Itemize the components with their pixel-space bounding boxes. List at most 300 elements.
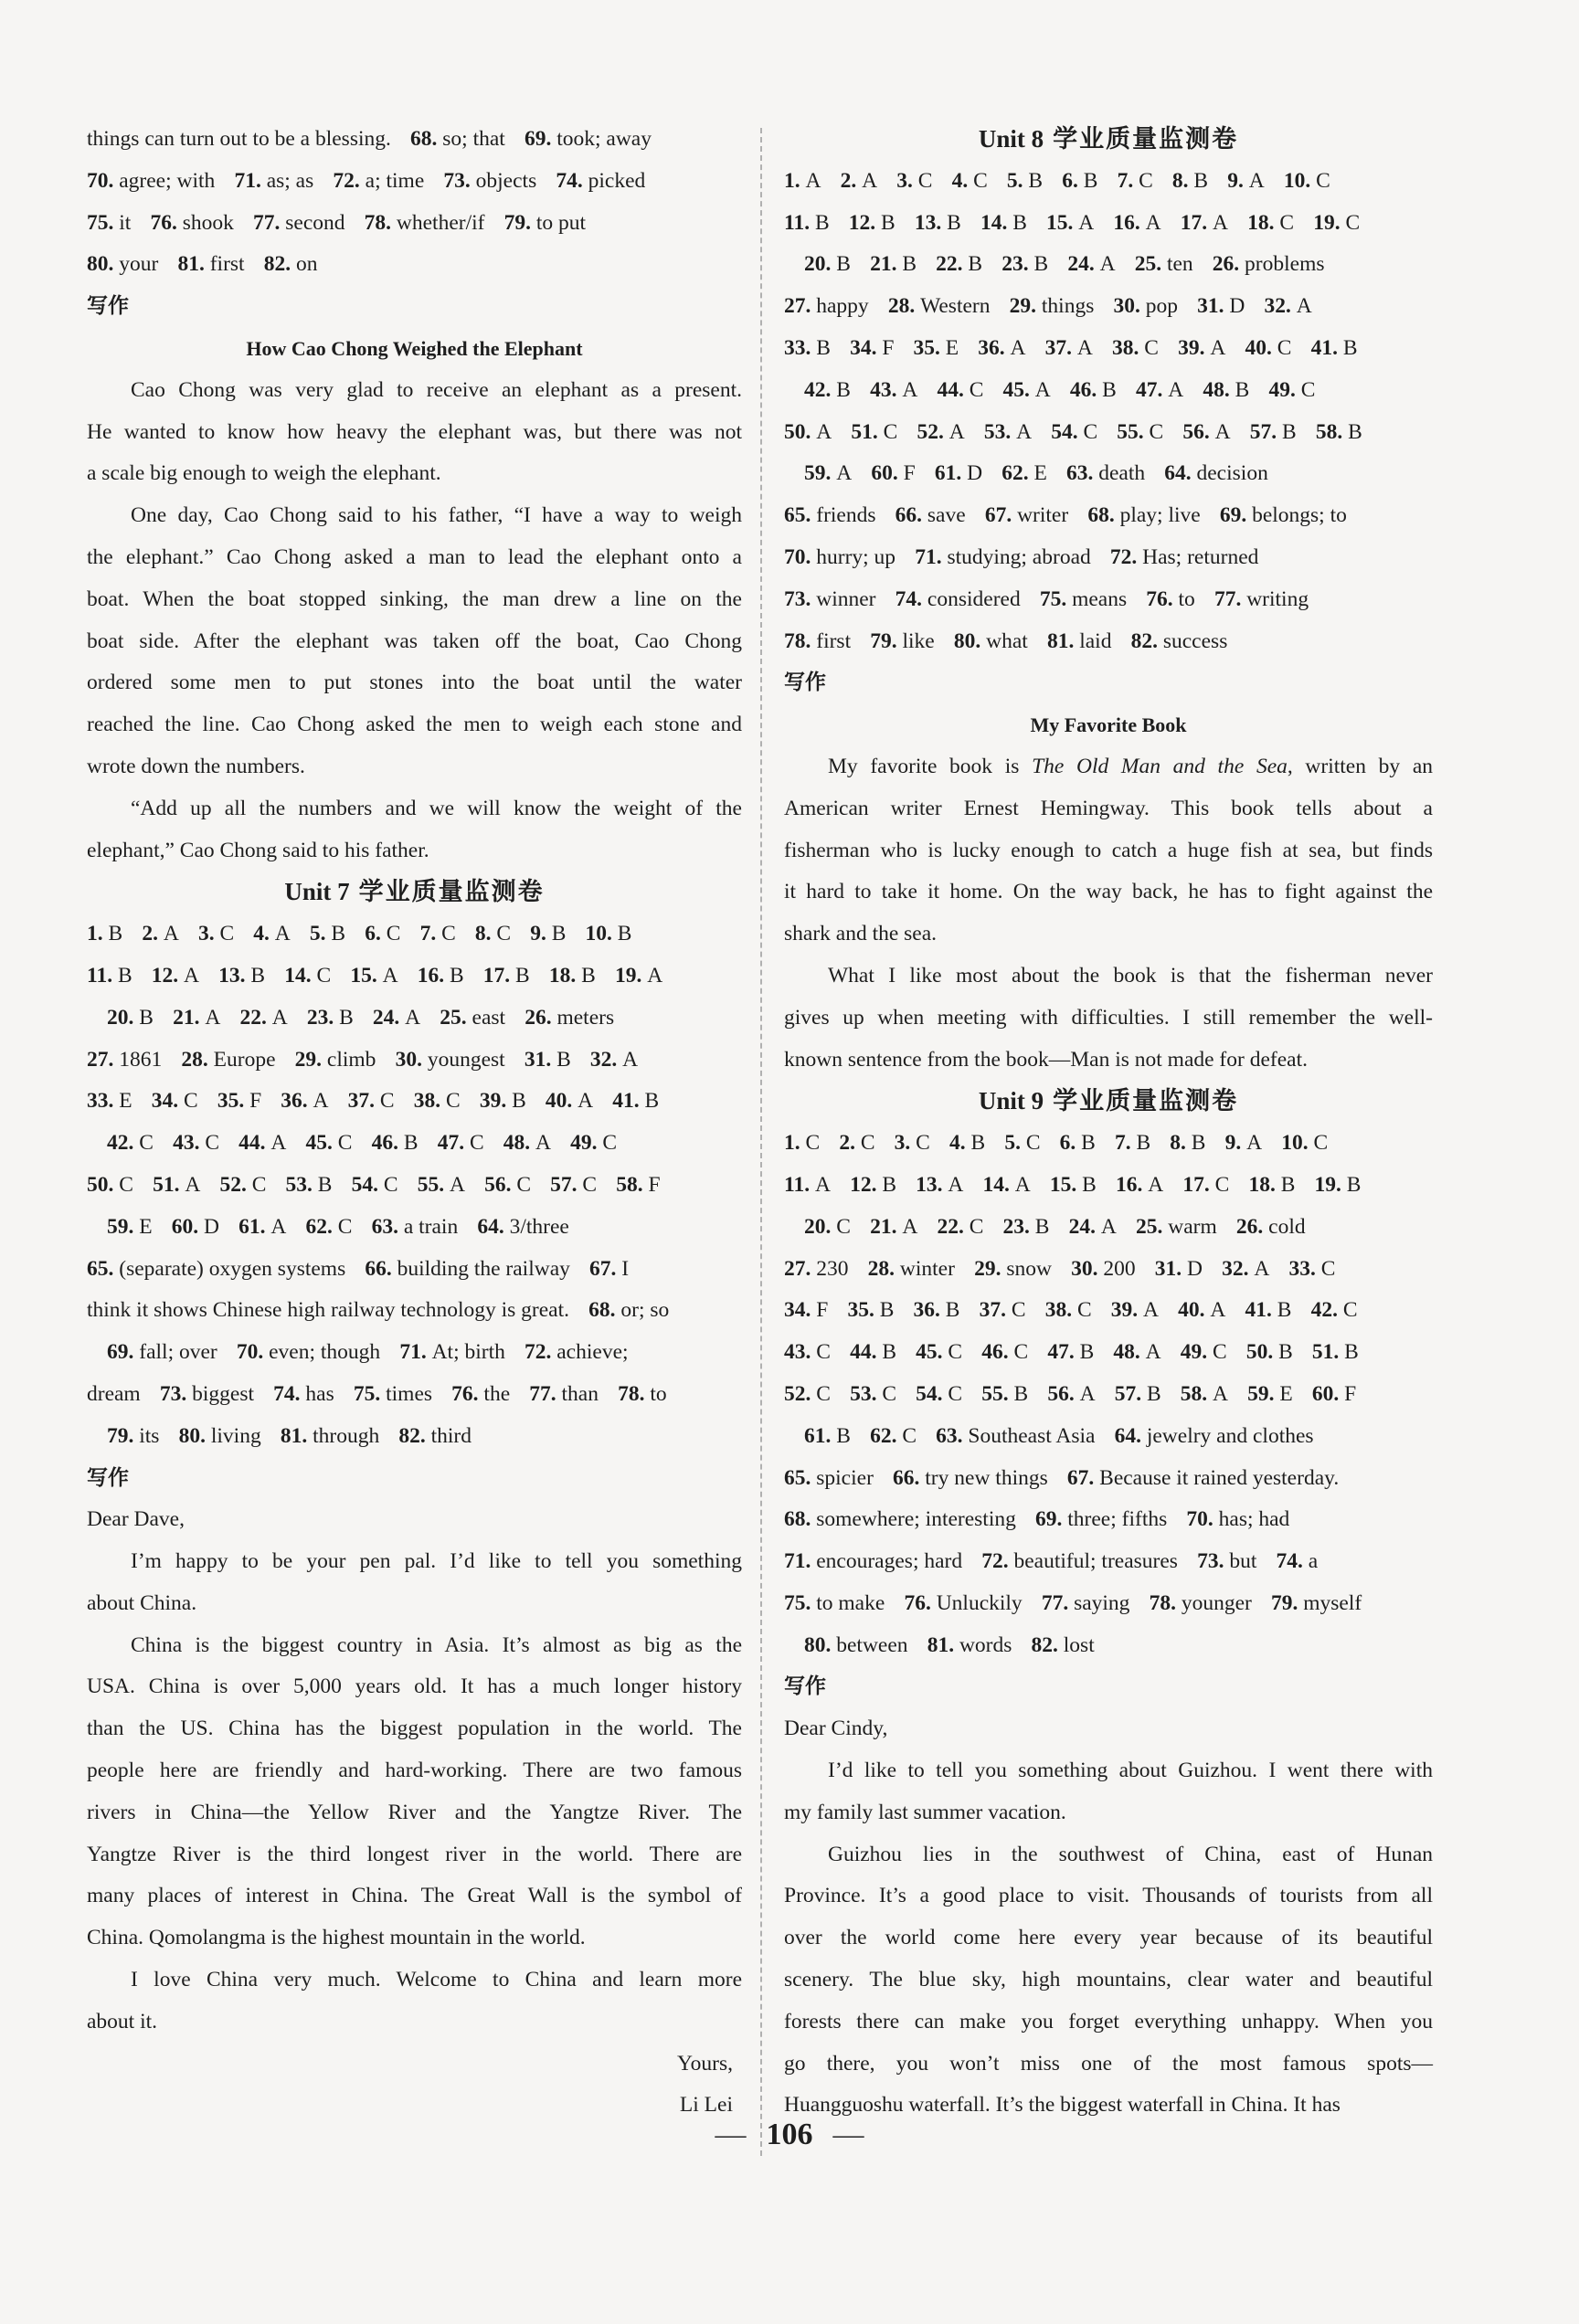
answer-item (396, 1048, 505, 1072)
answer-item (295, 1048, 376, 1072)
answer-item (1004, 1131, 1040, 1155)
answer-item (935, 461, 982, 485)
answer-text: B (644, 1089, 660, 1114)
answer-number: 34. (151, 1089, 184, 1114)
answer-item (107, 1340, 217, 1364)
answer-item (1315, 1173, 1362, 1197)
answer-text: on (295, 252, 318, 277)
text-line: My favorite book is The Old Man and the Sea, written by an (828, 754, 1433, 778)
answer-item (181, 1048, 275, 1072)
answer-text: C (1011, 1298, 1026, 1323)
answer-line (87, 1332, 742, 1374)
answer-text: death (1098, 461, 1146, 486)
text-line: people here are friendly and hard-working. There are two famous (87, 1759, 742, 1783)
answer-text: B (879, 1298, 895, 1323)
answer-text: B (1346, 1172, 1362, 1197)
text-line: gives up when meeting with difficulties. I still remember the well- (784, 1005, 1433, 1030)
text-line: rivers in China—the Yellow River and the Yangtze River. The (87, 1800, 742, 1824)
answer-item (949, 1131, 985, 1155)
answer-item (307, 1006, 354, 1030)
answer-number: 49. (570, 1131, 603, 1156)
answer-text: save (927, 503, 966, 528)
answer-number: 60. (871, 461, 904, 486)
answer-item (784, 1549, 962, 1573)
answer-item (504, 211, 586, 235)
answer-text: between (836, 1632, 908, 1657)
answer-item (107, 1424, 159, 1448)
answer-number: 38. (1044, 1298, 1077, 1323)
answer-text: A (814, 1172, 831, 1197)
answer-number: 59. (1247, 1381, 1280, 1406)
unit7-title: Unit 7 (284, 878, 350, 906)
answer-item (1110, 545, 1259, 569)
answer-number: 53. (983, 419, 1017, 444)
answer-number: 77. (529, 1381, 562, 1406)
answer-item (1115, 1382, 1161, 1406)
answer-item (530, 922, 566, 945)
answer-item (1248, 1173, 1295, 1197)
answer-text: B (902, 252, 917, 277)
answer-number: 18. (1247, 210, 1280, 235)
answer-text: D (967, 461, 983, 486)
answer-number: 75. (87, 210, 120, 235)
answer-line (87, 1374, 742, 1416)
answer-text: snow (1006, 1256, 1052, 1281)
answer-number: 76. (1146, 586, 1179, 611)
answer-text: a train (403, 1214, 459, 1239)
answer-item (1225, 1131, 1262, 1155)
answer-item (443, 169, 536, 193)
answer-number: 14. (284, 963, 317, 988)
answer-text: A (205, 1005, 221, 1030)
answer-number: 41. (612, 1089, 645, 1114)
answer-text: second (285, 210, 345, 235)
answer-text: A (184, 963, 200, 988)
answer-item (1271, 1591, 1362, 1615)
answer-number: 70. (1186, 1507, 1219, 1532)
answer-text: things can turn out to be a blessing. (87, 127, 391, 151)
answer-text: belongs; to (1252, 503, 1347, 528)
answer-number: 80. (953, 629, 987, 653)
answer-item (418, 1173, 465, 1197)
answer-number: 22. (239, 1005, 272, 1030)
answer-number: 20. (804, 252, 837, 277)
answer-number: 45. (1002, 377, 1035, 402)
answer-number: 25. (1135, 1214, 1169, 1239)
answer-number: 5. (309, 922, 332, 946)
answer-text: C (948, 1340, 963, 1365)
answer-line (784, 328, 1433, 370)
answer-text: B (836, 252, 851, 277)
answer-item (525, 1006, 614, 1030)
answer-number: 39. (1110, 1298, 1144, 1323)
answer-item (784, 1591, 885, 1615)
answer-number: 19. (1313, 210, 1346, 235)
answer-item (253, 922, 290, 945)
answer-item (1115, 1131, 1150, 1155)
answer-number: 79. (107, 1423, 140, 1448)
answer-text: C (1139, 168, 1153, 193)
answer-item (556, 169, 645, 193)
answer-item (1186, 1507, 1289, 1531)
answer-number: 46. (981, 1340, 1014, 1365)
answer-line (784, 1207, 1433, 1249)
answer-number: 32. (1222, 1256, 1255, 1281)
answer-item (870, 1215, 917, 1239)
answer-text: B (1280, 1172, 1296, 1197)
answer-item (418, 964, 464, 988)
answer-number: 60. (1311, 1381, 1345, 1406)
answer-text: B (1146, 1381, 1161, 1406)
answer-text: writing (1246, 586, 1309, 611)
answer-item (1203, 378, 1249, 402)
answer-item (1245, 1298, 1292, 1322)
answer-text: through (313, 1423, 380, 1448)
answer-number: 25. (1134, 252, 1167, 277)
answer-text: pop (1145, 294, 1178, 319)
answer-number: 33. (87, 1089, 120, 1114)
answer-number: 30. (1113, 294, 1146, 319)
answer-text: B (1082, 1172, 1097, 1197)
answer-item (438, 1131, 484, 1155)
answer-text: as; as (266, 168, 314, 193)
answer-number: 62. (1001, 461, 1034, 486)
answer-text: A (163, 922, 179, 946)
answer-line (87, 956, 742, 998)
answer-number: 1. (87, 922, 109, 946)
answer-number: 71. (234, 168, 267, 193)
answer-number: 65. (784, 503, 817, 528)
answer-item (173, 1006, 220, 1030)
answer-line (87, 1040, 742, 1082)
answer-item (87, 211, 131, 235)
answer-number: 36. (281, 1089, 313, 1114)
answer-text: A (449, 1172, 465, 1197)
answer-text: third (430, 1423, 472, 1448)
answer-item (870, 1424, 917, 1448)
answer-item (804, 252, 851, 276)
answer-number: 14. (982, 1172, 1015, 1197)
text-line: He wanted to know how heavy the elephant was, but there was not (87, 419, 742, 444)
letter-salutation: Dear Cindy, (784, 1717, 888, 1741)
unit6-answers-continued (87, 119, 742, 286)
answer-item (1311, 1298, 1358, 1322)
answer-number: 43. (784, 1340, 817, 1365)
answer-item (87, 1382, 141, 1406)
answer-item (784, 169, 821, 193)
answer-item (851, 420, 897, 444)
answer-item (1316, 420, 1362, 444)
answer-item (1047, 1340, 1094, 1364)
answer-text: east (472, 1005, 506, 1030)
answer-number: 5. (1006, 168, 1029, 193)
answer-text: try new things (925, 1465, 1048, 1490)
answer-text: C (316, 963, 332, 988)
answer-item (1281, 1131, 1328, 1155)
answer-number: 81. (177, 252, 210, 277)
answer-number: 33. (784, 335, 817, 360)
answer-text: D (1186, 1256, 1203, 1281)
answer-number: 59. (804, 461, 837, 486)
answer-text: D (1229, 294, 1245, 319)
answer-item (414, 1089, 461, 1113)
answer-item (893, 1466, 1048, 1490)
answer-line (87, 244, 742, 286)
answer-number: 23. (1002, 1214, 1035, 1239)
answer-item (804, 461, 852, 485)
answer-number: 16. (1116, 1172, 1149, 1197)
answer-text: B (1081, 1131, 1096, 1156)
answer-text: A (622, 1047, 639, 1072)
answer-line (87, 1290, 742, 1332)
answer-item (480, 1089, 526, 1113)
answer-line (784, 412, 1433, 454)
answer-text: A (405, 1005, 421, 1030)
answer-number: 50. (784, 419, 817, 444)
answer-item (217, 1089, 261, 1113)
essay-paragraph (784, 956, 1433, 1081)
answer-text: B (250, 963, 266, 988)
answer-text: C (805, 1131, 821, 1156)
answer-text: E (139, 1214, 153, 1239)
answer-number: 51. (1311, 1340, 1345, 1365)
answer-text: B (1079, 1340, 1095, 1365)
answer-number: 73. (1197, 1549, 1230, 1574)
answer-text: C (251, 1172, 267, 1197)
answer-number: 78. (618, 1381, 651, 1406)
answer-item (1001, 252, 1048, 276)
answer-text: A (1034, 377, 1051, 402)
answer-text: C (386, 922, 401, 946)
paragraph (87, 1541, 742, 1625)
answer-item (784, 211, 830, 235)
answer-number: 30. (395, 1047, 428, 1072)
answer-number: 47. (437, 1131, 470, 1156)
answer-line (87, 203, 742, 245)
answer-number: 19. (1314, 1172, 1347, 1197)
answer-item (87, 169, 215, 193)
answer-item (850, 1340, 896, 1364)
answer-number: 67. (984, 503, 1018, 528)
answer-number: 6. (1059, 1131, 1082, 1156)
answer-number: 49. (1180, 1340, 1213, 1365)
answer-number: 72. (1109, 544, 1143, 569)
answer-text: C (973, 168, 988, 193)
answer-text: or; so (620, 1298, 670, 1323)
answer-text: A (1145, 210, 1161, 235)
answer-text: F (648, 1172, 661, 1197)
right-column (784, 119, 1433, 2127)
answer-item (173, 1131, 219, 1155)
answer-item (804, 1633, 908, 1657)
answer-text: C (1277, 335, 1292, 360)
answer-number: 67. (589, 1256, 622, 1281)
answer-item (372, 1131, 419, 1155)
answer-number: 69. (1219, 503, 1253, 528)
answer-text: C (1345, 210, 1361, 235)
answer-text: than (561, 1381, 599, 1406)
answer-number: 22. (936, 252, 969, 277)
answer-number: 11. (87, 963, 118, 988)
answer-item (1060, 1131, 1096, 1155)
text-line: What I like most about the book is that the fisherman never (828, 963, 1433, 988)
answer-item (306, 1131, 353, 1155)
answer-text: A (836, 461, 853, 486)
answer-item (87, 1173, 133, 1197)
answer-number: 77. (1213, 586, 1247, 611)
answer-text: B (1033, 252, 1049, 277)
answer-number: 74. (1276, 1549, 1309, 1574)
letter-unit7 (87, 1499, 742, 2127)
answer-item (87, 1048, 162, 1072)
answer-text: B (945, 1298, 960, 1323)
answer-number: 64. (1114, 1423, 1147, 1448)
answer-text: C (337, 1214, 353, 1239)
answer-text: B (1034, 1214, 1050, 1239)
answer-item (152, 964, 199, 988)
answer-number: 11. (784, 1172, 815, 1197)
answer-item (985, 503, 1068, 527)
answer-item (784, 294, 869, 318)
answer-text: B (108, 922, 123, 946)
text-line: boat side. After the elephant was taken off the boat, Cao Chong (87, 629, 742, 653)
paragraph (87, 495, 742, 788)
answer-number: 28. (867, 1256, 900, 1281)
answer-item (915, 545, 1091, 569)
answer-text: Europe (213, 1047, 276, 1072)
essay-paragraph (784, 746, 1433, 956)
answer-item (952, 169, 988, 193)
answer-text: considered (927, 586, 1021, 611)
answer-item (1136, 378, 1183, 402)
answer-text: what (986, 629, 1028, 653)
answer-number: 65. (784, 1465, 817, 1490)
answer-item (570, 1131, 617, 1155)
answer-text: A (313, 1089, 329, 1114)
answer-item (1250, 420, 1297, 444)
answer-text: C (1313, 1131, 1329, 1156)
answer-number: 71. (784, 1549, 817, 1574)
answer-number: 21. (870, 252, 903, 277)
answer-line (784, 1625, 1433, 1667)
answer-number: 27. (87, 1047, 120, 1072)
answer-number: 9. (1227, 168, 1249, 193)
answer-item (1288, 1257, 1335, 1281)
answer-number: 63. (1065, 461, 1099, 486)
writing-label-unit8: 写作 (784, 671, 826, 695)
answer-text: things (1041, 294, 1095, 319)
text-line: a scale big enough to weigh the elephant. (87, 461, 441, 486)
answer-item (784, 336, 831, 360)
answer-line (784, 579, 1433, 621)
answer-text: its (139, 1423, 160, 1448)
answer-number: 11. (784, 210, 815, 235)
essay-unit8 (784, 704, 1433, 1081)
answer-number: 40. (1245, 335, 1277, 360)
answer-text: C (602, 1131, 618, 1156)
answer-item (904, 1591, 1022, 1615)
answer-item (871, 461, 915, 485)
answer-item (784, 629, 851, 653)
answer-item (399, 1340, 505, 1364)
answer-text: B (617, 922, 632, 946)
answer-number: 65. (87, 1256, 120, 1281)
answer-text: a; time (365, 168, 425, 193)
answer-item (1245, 336, 1292, 360)
text-line: Cao Chong was very glad to receive an elephant as a present. (131, 377, 742, 402)
answer-number: 21. (870, 1214, 903, 1239)
answer-number: 36. (913, 1298, 946, 1323)
answer-text: B (1102, 377, 1117, 402)
answer-number: 37. (979, 1298, 1012, 1323)
answer-number: 81. (1046, 629, 1080, 653)
answer-number: 31. (524, 1047, 557, 1072)
answer-item (1131, 629, 1228, 653)
answer-item (784, 1507, 1016, 1531)
answer-item (1222, 1257, 1269, 1281)
answer-text: C (1342, 1298, 1358, 1323)
answer-item (1115, 1424, 1314, 1448)
answer-line (784, 1249, 1433, 1291)
answer-text: F (816, 1298, 829, 1323)
answer-item (870, 629, 935, 653)
answer-number: 42. (107, 1131, 140, 1156)
answer-item (179, 1424, 261, 1448)
answer-text: 200 (1103, 1256, 1136, 1281)
answer-text: A (274, 922, 291, 946)
text-line: “Add up all the numbers and we will know the weight of the (131, 796, 742, 820)
writing-label-unit6: 写作 (87, 294, 129, 319)
text-line: shark and the sea. (784, 922, 938, 946)
text-line: reached the line. Cao Chong asked the men to weigh each stone and (87, 713, 742, 737)
book-title: The Old Man and the Sea (1032, 754, 1288, 778)
paragraph (87, 1625, 742, 1960)
answer-text: B (331, 922, 346, 946)
answer-item (1045, 336, 1093, 360)
answer-number: 42. (1310, 1298, 1343, 1323)
answer-text: B (512, 1089, 526, 1114)
answer-text: B (970, 1131, 986, 1156)
answer-number: 73. (443, 168, 476, 193)
answer-text: think it shows Chinese high railway technology is great. (87, 1298, 570, 1323)
answer-text: A (1078, 210, 1095, 235)
answer-text: E (1033, 461, 1047, 486)
answer-text: A (647, 963, 663, 988)
answer-number: 13. (914, 210, 948, 235)
answer-number: 24. (372, 1005, 406, 1030)
answer-text: A (1076, 335, 1093, 360)
answer-number: 25. (440, 1005, 472, 1030)
answer-item (546, 1089, 593, 1113)
answer-item (1035, 1507, 1167, 1531)
answer-number: 61. (238, 1214, 271, 1239)
text-line: Guizhou lies in the southwest of China, east of Hunan (828, 1842, 1433, 1866)
answer-number: 15. (1046, 210, 1079, 235)
answer-number: 73. (784, 586, 817, 611)
text-line: Huangguoshu waterfall. It’s the biggest waterfall in China. It has (784, 2093, 1341, 2118)
answer-line (87, 1123, 742, 1165)
answer-text: B (339, 1005, 354, 1030)
answer-item (784, 503, 876, 527)
answer-text: B (1281, 419, 1297, 444)
answer-number: 57. (1249, 419, 1282, 444)
answer-text: B (1342, 335, 1358, 360)
answer-text: C (582, 1172, 598, 1197)
answer-number: 17. (1182, 1172, 1215, 1197)
answer-text: B (403, 1131, 419, 1156)
answer-item (1067, 252, 1115, 276)
page-number-text: 106 (766, 2118, 813, 2151)
